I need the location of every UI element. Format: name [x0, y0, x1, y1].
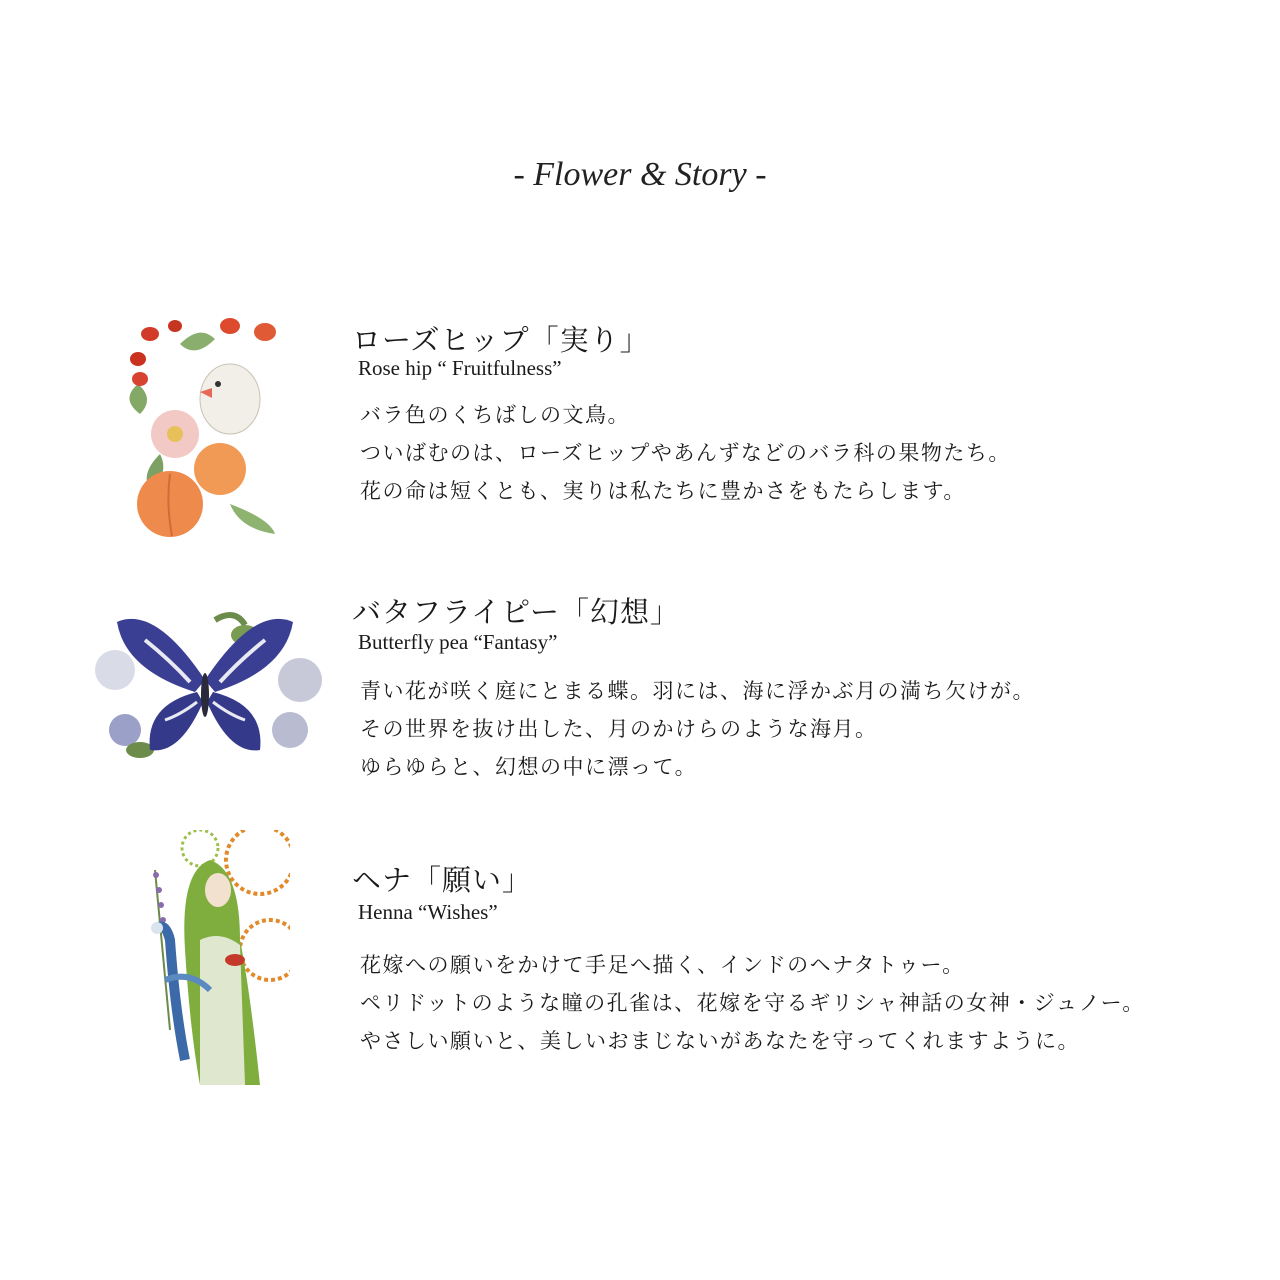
henna-goddess-peacock-illustration [140, 830, 290, 1085]
story-rosehip [0, 300, 1280, 560]
story-henna [0, 830, 1280, 1090]
story-butterfly-pea [0, 575, 1280, 835]
story-description [360, 946, 1260, 1060]
page-title: - Flower & Story - [513, 156, 767, 193]
rosehip-sparrow-illustration [120, 304, 290, 544]
butterfly-pea-illustration [85, 610, 325, 770]
story-line: ついばむのは、ローズヒップやあんずなどのバラ科の果物たち。 [360, 441, 1011, 465]
story-line: バラ色のくちばしの文鳥。 [360, 403, 630, 427]
story-title-ja: ローズヒップ「実り」 [352, 323, 650, 357]
story-line: その世界を抜け出した、月のかけらのような海月。 [360, 717, 878, 741]
story-title-en: Butterfly pea “Fantasy” [358, 630, 558, 654]
story-line: 花の命は短くとも、実りは私たちに豊かさをもたらします。 [360, 479, 966, 503]
story-title-ja: ヘナ「願い」 [352, 863, 533, 897]
story-line: 青い花が咲く庭にとまる蝶。羽には、海に浮かぶ月の満ち欠けが。 [360, 679, 1035, 703]
story-line: 花嫁への願いをかけて手足へ描く、インドのヘナタトゥー。 [360, 953, 965, 977]
story-title-en: Rose hip “ Fruitfulness” [358, 356, 562, 380]
story-line: やさしい願いと、美しいおまじないがあなたを守ってくれますように。 [360, 1029, 1080, 1053]
story-line: ゆらゆらと、幻想の中に漂って。 [360, 755, 698, 779]
story-description [360, 672, 1260, 786]
story-description [360, 396, 1260, 510]
story-title-ja: バタフライピー「幻想」 [352, 595, 680, 629]
story-line: ペリドットのような瞳の孔雀は、花嫁を守るギリシャ神話の女神・ジュノー。 [360, 991, 1145, 1015]
story-title-en: Henna “Wishes” [358, 900, 498, 924]
